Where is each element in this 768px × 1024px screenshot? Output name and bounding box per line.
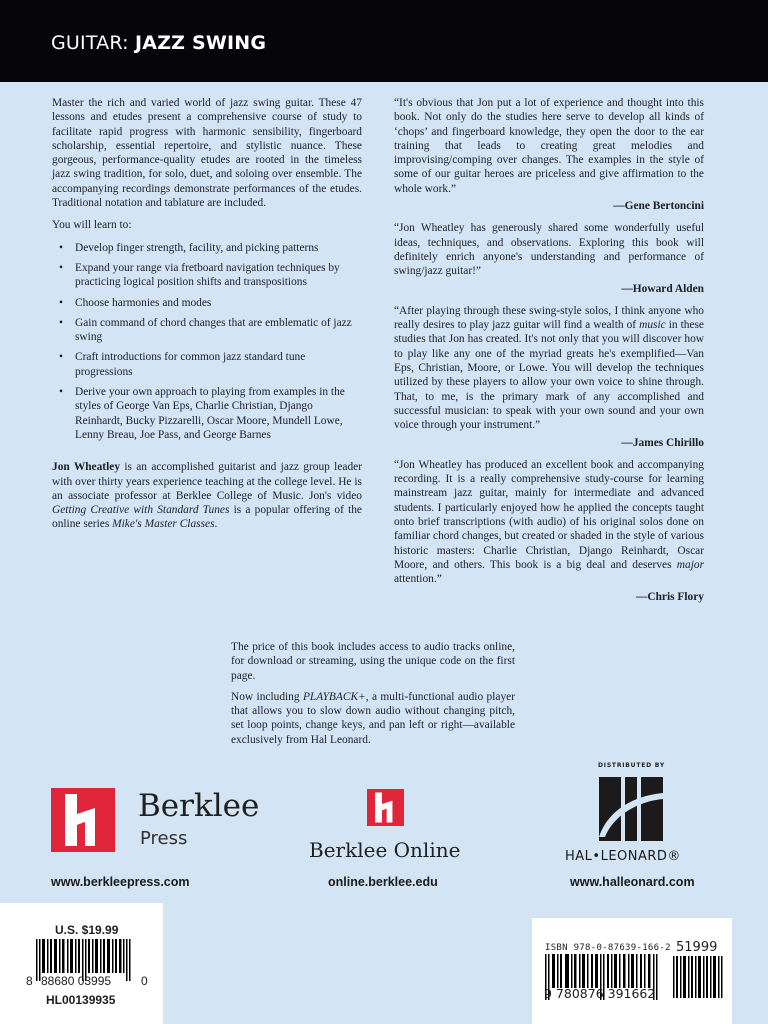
bullet-icon: • [59, 386, 63, 399]
upc-barcode-box [0, 903, 163, 1024]
testimonial-quote: “It's obvious that Jon put a lot of experience and thought into this book. Not only do the studies here serve to develop all kinds of ‘chops’ and fingerboard knowledge, they open the door to the ear training that leads to creating great melodies and improvising/comping over changes. The examples in the style of some of our guitar heroes are priceless and give affirmation to the whole work.” [394, 97, 704, 195]
isbn-barcode-box [532, 918, 732, 1024]
list-item: • Gain command of chord changes that are emblematic of jazz swing [59, 316, 352, 344]
list-item: • Choose harmonies and modes [59, 296, 212, 309]
intro-paragraph: Master the rich and varied world of jazz swing guitar. These 47 lessons and etudes present a comprehensive course of study to facilitate rapid progress with harmonic sensibility, fingerboard scholarship, essential repertoire, and stylistic nuance. These gorgeous, performance-quality etudes are rooted in the timeless jazz swing tradition, for solo, duet, and soloing over ensemble. The accompanying recordings demonstrate performances of the etudes. Traditional notation and tablature are included. [52, 97, 362, 210]
list-item: • Develop finger strength, facility, and picking patterns [59, 241, 319, 254]
isbn-label: ISBN 978-0-87639-166-2 [545, 943, 671, 953]
bullet-icon: • [59, 351, 63, 364]
berklee-mark-icon [51, 788, 115, 852]
berklee-wordmark: Berklee [138, 788, 260, 824]
audio-info [231, 640, 515, 754]
description-column [52, 96, 362, 532]
price-addon-barcode-icon [673, 956, 723, 998]
author-bio: Jon Wheatley is an accomplished guitarist and jazz group leader with over thirty years experience teaching at the college level. He is an associate professor at Berklee College of Music. Jon's video Getting Creative with Standard Tunes is a popular offering of the online series Mike's Master Classes. [52, 461, 362, 531]
berklee-online-mark-icon [367, 789, 404, 826]
berklee-online-link[interactable]: online.berklee.edu [328, 875, 438, 889]
audio-access-text: The price of this book includes access to audio tracks online, for download or streaming, using the unique code on the first page. [231, 641, 515, 682]
list-item: • Craft introductions for common jazz standard tune progressions [59, 351, 306, 378]
press-wordmark: Press [140, 828, 188, 849]
video-title: Getting Creative with Standard Tunes [52, 504, 230, 517]
testimonial-author: —Gene Bertoncini [613, 200, 704, 213]
learning-list [52, 241, 362, 443]
isbn-digits: 9 780876 391662 [544, 986, 656, 1001]
testimonial-quote: “After playing through these swing-style solos, I think anyone who really desires to play jazz guitar will find a wealth of music in these studies that Jon has created. It's not only that you will discover how to play like any one of the myriad greats he's exemplified—Van Eps, Christian, Moore, or Lowe. You will develop the techniques utilized by these players to allow your own voice to shine through. That, to me, is the primary mark of any accomplished and successful musician: to speak with your own sound and your own voice through your instrument.” [394, 304, 704, 432]
list-item: • Expand your range via fretboard navigation techniques by practicing logical position shifts and transpositions [59, 261, 340, 289]
upc-digits: 8 88680 03995 0 [26, 974, 148, 988]
bullet-icon: • [59, 316, 63, 329]
price-label: U.S. $19.99 [55, 923, 119, 937]
product-code: HL00139935 [46, 993, 116, 1007]
hal-leonard-link[interactable]: www.halleonard.com [570, 875, 695, 889]
testimonial-quote: “Jon Wheatley has generously shared some wonderfully useful ideas, techniques, and observations. Exploring this book will definitely enrich anyone's understanding and performance of swing/jazz guitar!” [394, 222, 704, 278]
playback-text: Now including PLAYBACK+, a multi-functional audio player that allows you to slow down audio without changing pitch, set loop points, change keys, and pan left or right—available exclusively from Hal Leonard. [231, 690, 515, 746]
testimonial-author: —Howard Alden [621, 282, 704, 295]
berklee-online-wordmark: Berklee Online [309, 838, 461, 862]
testimonial-author: —Chris Flory [635, 590, 704, 603]
title-category: GUITAR: [51, 32, 129, 54]
list-item: • Derive your own approach to playing from examples in the styles of George Van Eps, Charlie Christian, Django Reinhardt, Bucky Pizzarelli, Oscar Moore, Mundell Lowe, Lenny Breau, Joe Pass, and George Barnes [59, 386, 345, 441]
testimonials-column [394, 96, 704, 612]
bullet-icon: • [59, 261, 63, 274]
cover-header [0, 0, 768, 82]
bullet-icon: • [59, 241, 63, 254]
title-main: JAZZ SWING [135, 32, 267, 54]
series-title: Mike's Master Classes [112, 518, 215, 531]
author-name: Jon Wheatley [52, 461, 121, 474]
book-title [51, 32, 266, 54]
berklee-press-link[interactable]: www.berkleepress.com [51, 875, 190, 889]
testimonial-author: —James Chirillo [621, 436, 704, 449]
hal-leonard-wordmark: HAL•LEONARD® [565, 849, 681, 864]
price-addon-digits: 51999 [676, 940, 718, 955]
learn-label: You will learn to: [52, 219, 132, 232]
bullet-icon: • [59, 296, 63, 309]
distributed-by-label: DISTRIBUTED BY [598, 762, 665, 769]
hal-leonard-mark-icon [599, 777, 663, 841]
testimonial-quote: “Jon Wheatley has produced an excellent book and accompanying recording. It is a really comprehensive study-course for learning mainstream jazz guitar, mainly for intermediate and advanced students. I particularly enjoyed how he applied the concepts taught onto brief transcriptions (with audio) of his original solos done on familiar chord changes, but created or shaded in the style of various historic masters: Charlie Christian, Django Reinhardt, Oscar Moore, and others. This book is a big deal and deserves major attention.” [394, 458, 704, 586]
